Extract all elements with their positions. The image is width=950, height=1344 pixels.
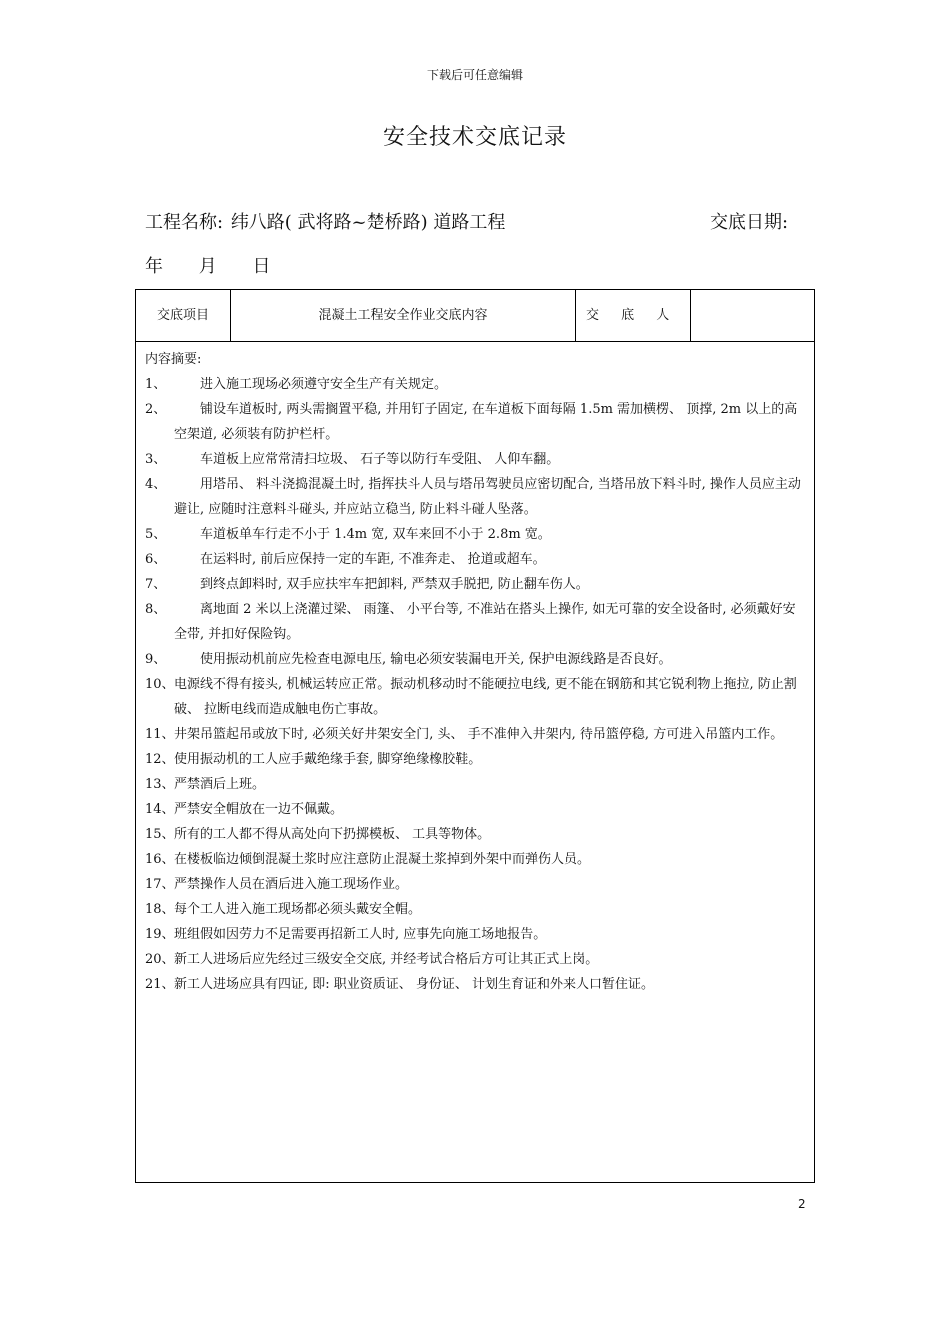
item-number: 19、	[145, 927, 175, 942]
date-day: 日	[252, 256, 271, 277]
list-item	[145, 572, 807, 597]
item-label-cell: 交底项目	[136, 290, 231, 341]
list-item	[145, 397, 807, 447]
item-text: 新工人进场应具有四证, 即: 职业资质证、 身份证、 计划生育证和外来人口暂住证。	[174, 977, 655, 992]
list-item	[145, 797, 807, 822]
item-text: 严禁酒后上班。	[174, 777, 266, 792]
list-item	[145, 847, 807, 872]
item-text: 使用振动机前应先检查电源电压, 输电必须安装漏电开关, 保护电源线路是否良好。	[200, 652, 672, 667]
item-number: 7、	[145, 577, 167, 592]
item-text: 井架吊篮起吊或放下时, 必须关好井架安全门, 头、 手不准伸入井架内, 待吊篮停稳, 方可进入吊篮内工作。	[174, 727, 784, 742]
item-text: 严禁操作人员在酒后进入施工现场作业。	[174, 877, 409, 892]
item-list	[145, 372, 807, 997]
person-label-cell: 交 底 人	[576, 290, 691, 341]
item-number: 18、	[145, 902, 175, 917]
date-label: 交底日期:	[710, 212, 789, 233]
item-number: 12、	[145, 752, 175, 767]
item-text: 使用振动机的工人应手戴绝缘手套, 脚穿绝缘橡胶鞋。	[174, 752, 482, 767]
item-number: 6、	[145, 552, 167, 567]
list-item	[145, 747, 807, 772]
table-header-row	[136, 290, 814, 342]
date-line	[145, 252, 300, 278]
date-month: 月	[198, 256, 217, 277]
item-text: 新工人进场后应先经过三级安全交底, 并经考试合格后方可让其正式上岗。	[174, 952, 599, 967]
item-number: 8、	[145, 602, 167, 617]
header-note: 下载后可任意编辑	[426, 68, 523, 82]
project-line	[145, 208, 505, 234]
list-item	[145, 822, 807, 847]
item-number: 15、	[145, 827, 175, 842]
date-year: 年	[145, 256, 163, 277]
project-label: 工程名称:	[145, 212, 224, 233]
list-item	[145, 947, 807, 972]
project-name: 纬八路( 武将路~楚桥路) 道路工程	[230, 212, 506, 233]
item-text: 到终点卸料时, 双手应扶牢车把卸料, 严禁双手脱把, 防止翻车伤人。	[200, 577, 589, 592]
item-number: 14、	[145, 802, 175, 817]
content-body	[145, 347, 807, 997]
item-value-cell: 混凝土工程安全作业交底内容	[231, 290, 576, 341]
page-number: 2	[798, 1197, 806, 1211]
list-item	[145, 472, 807, 522]
item-text: 所有的工人都不得从高处向下扔掷模板、 工具等物体。	[174, 827, 491, 842]
item-number: 13、	[145, 777, 175, 792]
list-item	[145, 722, 807, 747]
list-item	[145, 597, 807, 647]
list-item	[145, 772, 807, 797]
list-item	[145, 897, 807, 922]
item-number: 2、	[145, 402, 167, 417]
list-item	[145, 647, 807, 672]
item-text: 车道板单车行走不小于 1.4m 宽, 双车来回不小于 2.8m 宽。	[200, 527, 551, 542]
item-text: 进入施工现场必须遵守安全生产有关规定。	[200, 377, 448, 392]
list-item	[145, 672, 807, 722]
list-item	[145, 972, 807, 997]
item-number: 10、	[145, 677, 175, 692]
list-item	[145, 547, 807, 572]
item-number: 9、	[145, 652, 167, 667]
person-value-cell	[691, 290, 814, 341]
item-text: 车道板上应常常清扫垃圾、 石子等以防行车受阻、 人仰车翻。	[200, 452, 560, 467]
list-item	[145, 922, 807, 947]
item-number: 21、	[145, 977, 175, 992]
item-number: 11、	[145, 727, 175, 742]
item-number: 17、	[145, 877, 175, 892]
document-title: 安全技术交底记录	[382, 125, 567, 150]
item-text: 离地面 2 米以上浇灌过梁、 雨篷、 小平台等, 不准站在搭头上操作, 如无可靠的安全设备时, 必须戴好安全带, 并扣好保险钩。	[174, 602, 796, 642]
list-item	[145, 522, 807, 547]
item-text: 铺设车道板时, 两头需搁置平稳, 并用钉子固定, 在车道板下面每隔 1.5m 需加横楞、 顶撑, 2m 以上的高空架道, 必须装有防护栏杆。	[174, 402, 798, 442]
item-number: 3、	[145, 452, 167, 467]
item-text: 每个工人进入施工现场都必须头戴安全帽。	[174, 902, 422, 917]
briefing-table	[135, 289, 815, 1183]
item-text: 用塔吊、 料斗浇捣混凝土时, 指挥扶斗人员与塔吊驾驶员应密切配合, 当塔吊放下料斗时, 操作人员应主动避让, 应随时注意料斗碰头, 并应站立稳当, 防止料斗碰人坠落。	[174, 477, 801, 517]
item-number: 5、	[145, 527, 167, 542]
item-number: 1、	[145, 377, 167, 392]
list-item	[145, 372, 807, 397]
item-number: 4、	[145, 477, 167, 492]
item-number: 16、	[145, 852, 175, 867]
summary-label: 内容摘要:	[145, 352, 202, 367]
item-text: 在运料时, 前后应保持一定的车距, 不准奔走、 抢道或超车。	[200, 552, 546, 567]
item-text: 在楼板临边倾倒混凝土浆时应注意防止混凝土浆掉到外架中而弹伤人员。	[174, 852, 591, 867]
item-number: 20、	[145, 952, 175, 967]
list-item	[145, 447, 807, 472]
item-text: 电源线不得有接头, 机械运转应正常。振动机移动时不能硬拉电线, 更不能在钢筋和其它锐利物上拖拉, 防止割破、 拉断电线而造成触电伤亡事故。	[174, 677, 797, 717]
item-text: 严禁安全帽放在一边不佩戴。	[174, 802, 344, 817]
list-item	[145, 872, 807, 897]
item-text: 班组假如因劳力不足需要再招新工人时, 应事先向施工场地报告。	[174, 927, 547, 942]
